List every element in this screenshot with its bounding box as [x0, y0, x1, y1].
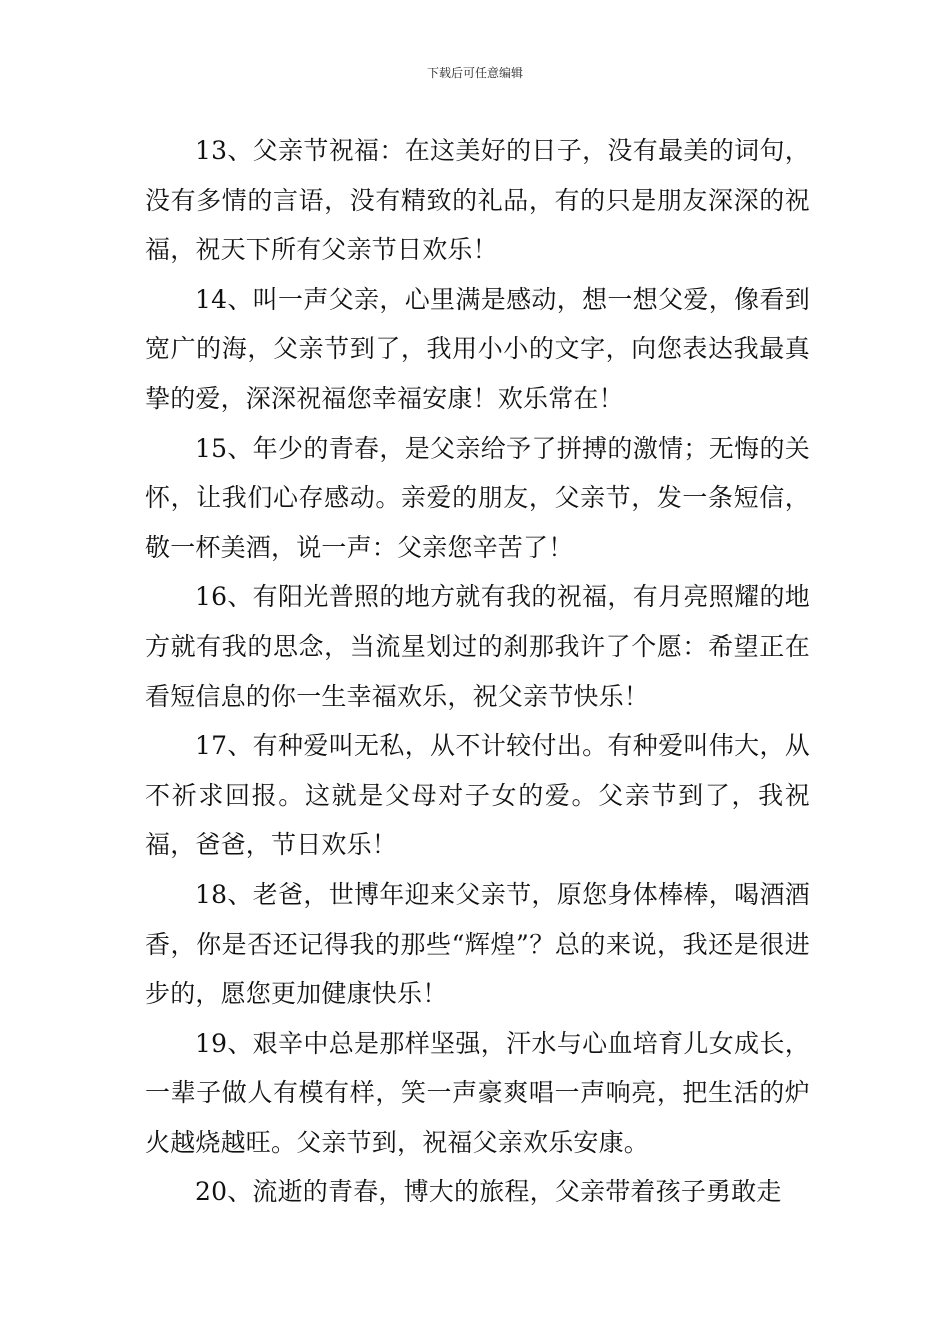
document-body: [145, 126, 810, 1217]
paragraph-20: 20、流逝的青春，博大的旅程，父亲带着孩子勇敢走: [195, 1177, 782, 1207]
paragraph-15: 15、年少的青春，是父亲给予了拼搏的激情；无悔的关怀，让我们心存感动。亲爱的朋友，父亲节，发一条短信，敬一杯美酒，说一声：父亲您辛苦了！: [145, 433, 810, 562]
paragraph-17: 17、有种爱叫无私，从不计较付出。有种爱叫伟大，从不祈求回报。这就是父母对子女的爱。父亲节到了，我祝福，爸爸，节日欢乐！: [145, 731, 810, 860]
paragraph-16: 16、有阳光普照的地方就有我的祝福，有月亮照耀的地方就有我的思念，当流星划过的刹那我许了个愿：希望正在看短信息的你一生幸福欢乐，祝父亲节快乐！: [145, 582, 810, 711]
paragraph-13: 13、父亲节祝福：在这美好的日子，没有最美的词句，没有多情的言语，没有精致的礼品，有的只是朋友深深的祝福，祝天下所有父亲节日欢乐！: [145, 136, 810, 265]
page-header-note: 下载后可任意编辑: [426, 66, 523, 80]
paragraph-19: 19、艰辛中总是那样坚强，汗水与心血培育儿女成长，一辈子做人有模有样，笑一声豪爽唱一声响亮，把生活的炉火越烧越旺。父亲节到，祝福父亲欢乐安康。: [145, 1028, 810, 1157]
paragraph-18: 18、老爸，世博年迎来父亲节，原您身体棒棒，喝酒酒香，你是否还记得我的那些“辉煌”？总的来说，我还是很进步的，愿您更加健康快乐！: [145, 879, 810, 1009]
paragraph-14: 14、叫一声父亲，心里满是感动，想一想父爱，像看到宽广的海，父亲节到了，我用小小的文字，向您表达我最真挚的爱，深深祝福您幸福安康！欢乐常在！: [145, 284, 810, 413]
